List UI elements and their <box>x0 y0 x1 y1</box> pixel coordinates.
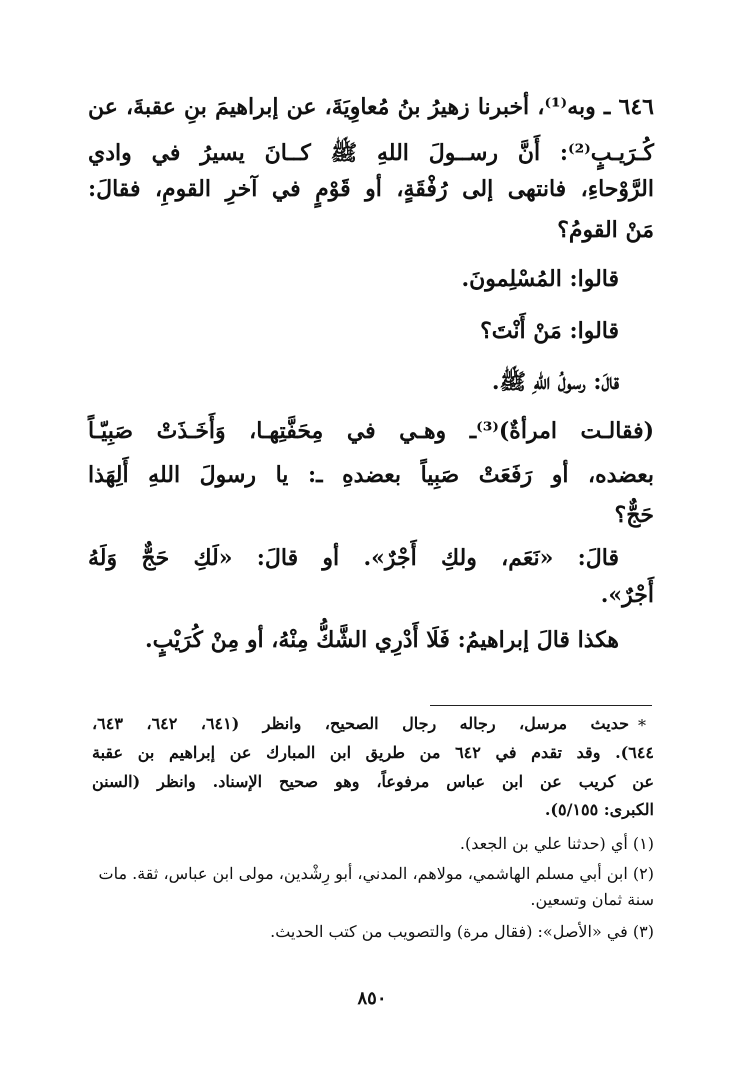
hadith-line-5: قالوا: المُسْلِمونَ. <box>461 266 619 292</box>
hadith-line-2: كُـرَيـبٍ⁽²⁾: أَنَّ رســولَ اللهِ ﷺ كــانَ يسيرُ في وادي <box>88 140 654 166</box>
footnote-star-line-2: ٦٤٤). وقد تقدم في ٦٤٢ من طريق ابن المبارك عن إبراهيم بن عقبة <box>92 743 654 762</box>
footnote-2-line-1: (٢) ابن أبي مسلم الهاشمي، مولاهم، المدني، أبو رِشْدين، مولى ابن عباس، ثقة. مات <box>98 864 654 883</box>
hadith-line-1: ٦٤٦ ـ وبه⁽¹⁾، أخبرنا زهيرُ بنُ مُعاوِيَةَ، عن إبراهيمَ بنِ عقبةَ، عن <box>88 94 654 120</box>
footnote-1: (١) أي (حدثنا علي بن الجعد). <box>459 834 654 853</box>
footnote-2-line-2: سنة ثمان وتسعين. <box>530 890 654 909</box>
hadith-line-10: حَجٌّ؟ <box>614 502 654 528</box>
footnote-star-line-4: الكبرى: ٥/١٥٥). <box>544 800 654 819</box>
hadith-line-13: هكذا قالَ إبراهيمُ: فَلَا أَدْرِي الشَّكُّ مِنْهُ، أو مِنْ كُرَيْبٍ. <box>145 627 619 653</box>
hadith-line-6: قالوا: مَنْ أَنْتَ؟ <box>480 318 619 344</box>
hadith-line-8: (فقالـت امرأةٌ)⁽³⁾ـ وهـي في مِحَفَّتِهـا، وَأَخَـذَتْ صَبِيّـاً <box>88 418 654 444</box>
footnote-star-line-3: عن كريب عن ابن عباس مرفوعاً، وهو صحيح الإسناد. وانظر (السنن <box>92 772 654 791</box>
hadith-line-3: الرَّوْحاءِ، فانتهى إلى رُفْقَةٍ، أو قَوْمٍ في آخرِ القومِ، فقالَ: <box>88 176 654 202</box>
footnote-3: (٣) في «الأصل»: (فقال مرة) والتصويب من كتب الحديث. <box>270 922 654 941</box>
hadith-line-12: أَجْرٌ». <box>600 582 654 608</box>
footnote-separator <box>430 705 652 706</box>
footnote-star-line-1: حديث مرسل، رجاله رجال الصحيح، وانظر (٦٤١، ٦٤٢، ٦٤٣، <box>92 714 629 733</box>
hadith-line-11: قالَ: «نَعَم، ولكِ أَجْرٌ». أو قالَ: «لَكِ حَجٌّ وَلَهُ <box>88 545 619 571</box>
hadith-line-7: قالَ: رسولُ اللهِ ﷺ. <box>491 369 619 395</box>
hadith-line-9: بعضده، أو رَفَعَتْ صَبِياً بعضدهِ ـ: يا رسولَ اللهِ أَلِهَذا <box>88 462 654 488</box>
footnote-star-marker: * <box>638 716 646 735</box>
hadith-line-4: مَنْ القومُ؟ <box>557 217 654 243</box>
page-number: ٨٥٠ <box>357 988 387 1009</box>
